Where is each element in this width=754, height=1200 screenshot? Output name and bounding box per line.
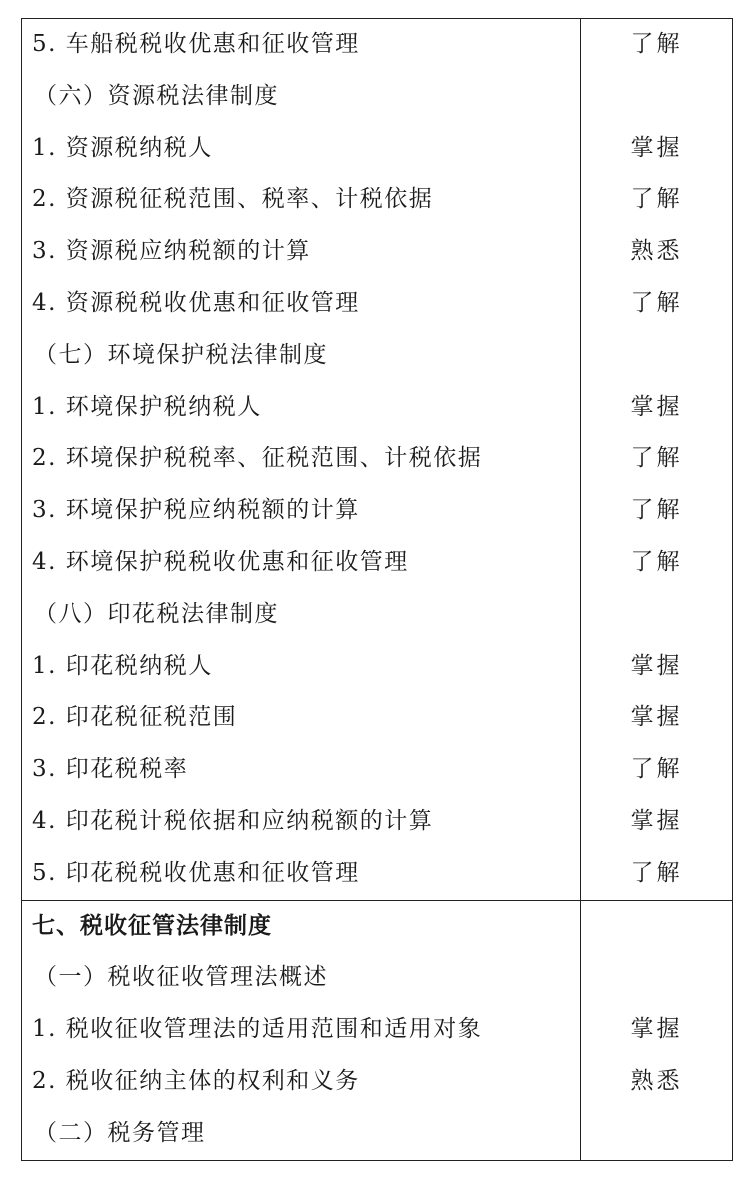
syllabus-item: 1. 印花税纳税人	[32, 652, 213, 679]
syllabus-item: 1. 资源税纳税人	[32, 134, 213, 161]
syllabus-item: 1. 税收征收管理法的适用范围和适用对象	[32, 1016, 483, 1043]
syllabus-item: 2. 资源税征税范围、税率、计税依据	[32, 186, 434, 213]
syllabus-item: 4. 印花税计税依据和应纳税额的计算	[32, 807, 434, 834]
syllabus-item: 2. 印花税征税范围	[32, 704, 238, 731]
subsection-title: （二）税务管理	[34, 1119, 206, 1146]
syllabus-item: 1. 环境保护税纳税人	[32, 393, 262, 420]
section-row-2	[22, 900, 733, 1160]
syllabus-table	[21, 18, 733, 1161]
mastery-level: 掌握	[630, 1016, 683, 1043]
mastery-level	[581, 330, 732, 382]
syllabus-item: 2. 环境保护税税率、征税范围、计税依据	[32, 445, 483, 472]
subsection-title: （一）税收征收管理法概述	[34, 964, 328, 991]
chapter-heading: 七、税收征管法律制度	[32, 912, 272, 939]
content-column	[22, 900, 581, 1160]
mastery-level: 了解	[630, 186, 683, 213]
content-column	[22, 19, 581, 901]
mastery-level: 掌握	[630, 393, 683, 420]
syllabus-item: 4. 资源税税收优惠和征收管理	[32, 289, 360, 316]
mastery-level: 掌握	[630, 652, 683, 679]
subsection-title: （八）印花税法律制度	[34, 600, 279, 627]
syllabus-item: 4. 环境保护税税收优惠和征收管理	[32, 548, 409, 575]
syllabus-item: 3. 资源税应纳税额的计算	[32, 238, 311, 265]
mastery-level	[581, 1108, 732, 1160]
mastery-level: 熟悉	[630, 1067, 683, 1094]
syllabus-item: 5. 车船税税收优惠和征收管理	[32, 31, 360, 57]
subsection-title: （六）资源税法律制度	[34, 82, 279, 109]
mastery-level	[581, 952, 732, 1004]
level-column	[581, 19, 733, 901]
mastery-level	[581, 589, 732, 641]
level-column	[581, 900, 733, 1160]
syllabus-item: 5. 印花税税收优惠和征收管理	[32, 859, 360, 886]
mastery-level: 掌握	[630, 807, 683, 834]
syllabus-item: 2. 税收征纳主体的权利和义务	[32, 1067, 360, 1094]
mastery-level: 了解	[630, 31, 683, 57]
syllabus-item: 3. 印花税税率	[32, 756, 189, 783]
mastery-level: 熟悉	[630, 238, 683, 265]
subsection-title: （七）环境保护税法律制度	[34, 341, 328, 368]
mastery-level: 了解	[630, 497, 683, 524]
mastery-level: 了解	[630, 859, 683, 886]
mastery-level: 了解	[630, 756, 683, 783]
mastery-level	[581, 71, 732, 123]
section-row-1	[22, 19, 733, 901]
mastery-level: 掌握	[630, 704, 683, 731]
mastery-level: 了解	[630, 445, 683, 472]
mastery-level: 掌握	[630, 134, 683, 161]
mastery-level: 了解	[630, 289, 683, 316]
mastery-level: 了解	[630, 548, 683, 575]
mastery-level	[581, 901, 732, 953]
syllabus-item: 3. 环境保护税应纳税额的计算	[32, 497, 360, 524]
